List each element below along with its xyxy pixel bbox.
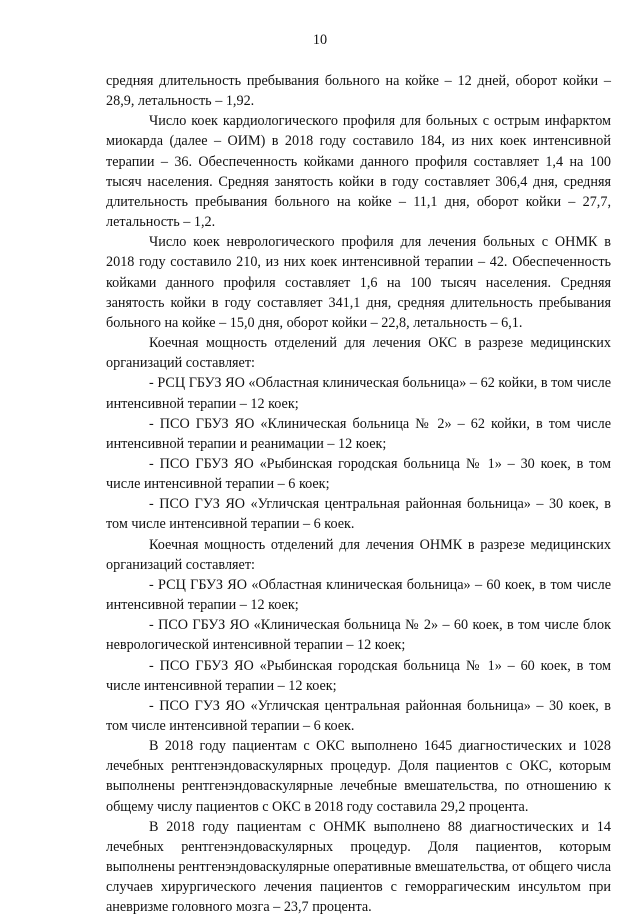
paragraph-oks-procedures: В 2018 году пациентам с ОКС выполнено 1645 диагностических и 1028 лечебных рентгенэндоваскулярных процедур. Доля пациентов с ОКС, которым выполнены рентгенэндоваскулярные лечебные вмешательства, по отношению к общему числу пациентов с ОКС в 2018 году составила 29,2 процента. (106, 738, 611, 815)
list-item: - ПСО ГБУЗ ЯО «Клиническая больница № 2» – 60 коек, в том числе блок неврологической интенсивной терапии – 12 коек; (106, 617, 611, 654)
paragraph-onmk-beds: Число коек неврологического профиля для лечения больных с ОНМК в 2018 году составило 210, из них коек интенсивной терапии – 42. Обеспеченность койками данного профиля составляет 1,6 на 100 тысяч населения. Средняя занятость койки в году составляет 341,1 дня, средняя длительность пребывания больного на койке – 15,0 дня, оборот койки – 22,8, летальность – 6,1. (106, 234, 611, 331)
paragraph-oim-beds: Число коек кардиологического профиля для больных с острым инфарктом миокарда (далее – ОИМ) в 2018 году составило 184, из них коек интенсивной терапии – 36. Обеспеченность койками данного профиля составляет 1,4 на 100 тысяч населения. Средняя занятость койки в году составляет 306,4 дня, средняя длительность пребывания больного на койке – 11,1 дня, оборот койки – 27,7, летальность – 1,2. (106, 113, 611, 231)
paragraph-onmk-capacity-intro: Коечная мощность отделений для лечения ОНМК в разрезе медицинских организаций составляет: (106, 536, 611, 573)
list-item: - ПСО ГУЗ ЯО «Угличская центральная районная больница» – 30 коек, в том числе интенсивной терапии – 6 коек. (106, 496, 611, 533)
list-item: - ПСО ГБУЗ ЯО «Рыбинская городская больница № 1» – 30 коек, в том числе интенсивной терапии – 6 коек; (106, 455, 611, 493)
list-item: - ПСО ГУЗ ЯО «Угличская центральная районная больница» – 30 коек, в том числе интенсивной терапии – 6 коек. (106, 697, 611, 734)
paragraph-onmk-procedures: В 2018 году пациентам с ОНМК выполнено 88 диагностических и 14 лечебных рентгенэндоваскулярных процедур. Доля пациентов, которым выполнены рентгенэндоваскулярные оперативные вмешательства, от общего числа случаев хирургического лечения пациентов с геморрагическим инсультом при аневризме головного мозга – 23,7 процента. (106, 818, 611, 916)
list-item: - РСЦ ГБУЗ ЯО «Областная клиническая больница» – 62 койки, в том числе интенсивной терапии – 12 коек; (106, 375, 611, 412)
page-number: 10 (312, 32, 328, 48)
list-item: - ПСО ГБУЗ ЯО «Клиническая больница № 2» – 62 койки, в том числе интенсивной терапии и реанимации – 12 коек; (106, 415, 611, 452)
document-body (106, 71, 611, 918)
paragraph-continuation: средняя длительность пребывания больного на койке – 12 дней, оборот койки – 28,9, летальность – 1,92. (106, 73, 611, 110)
list-item: - РСЦ ГБУЗ ЯО «Областная клиническая больница» – 60 коек, в том числе интенсивной терапии – 12 коек; (106, 576, 611, 614)
list-item: - ПСО ГБУЗ ЯО «Рыбинская городская больница № 1» – 60 коек, в том числе интенсивной терапии – 12 коек; (106, 657, 611, 694)
paragraph-oks-capacity-intro: Коечная мощность отделений для лечения ОКС в разрезе медицинских организаций составляет: (106, 335, 611, 372)
